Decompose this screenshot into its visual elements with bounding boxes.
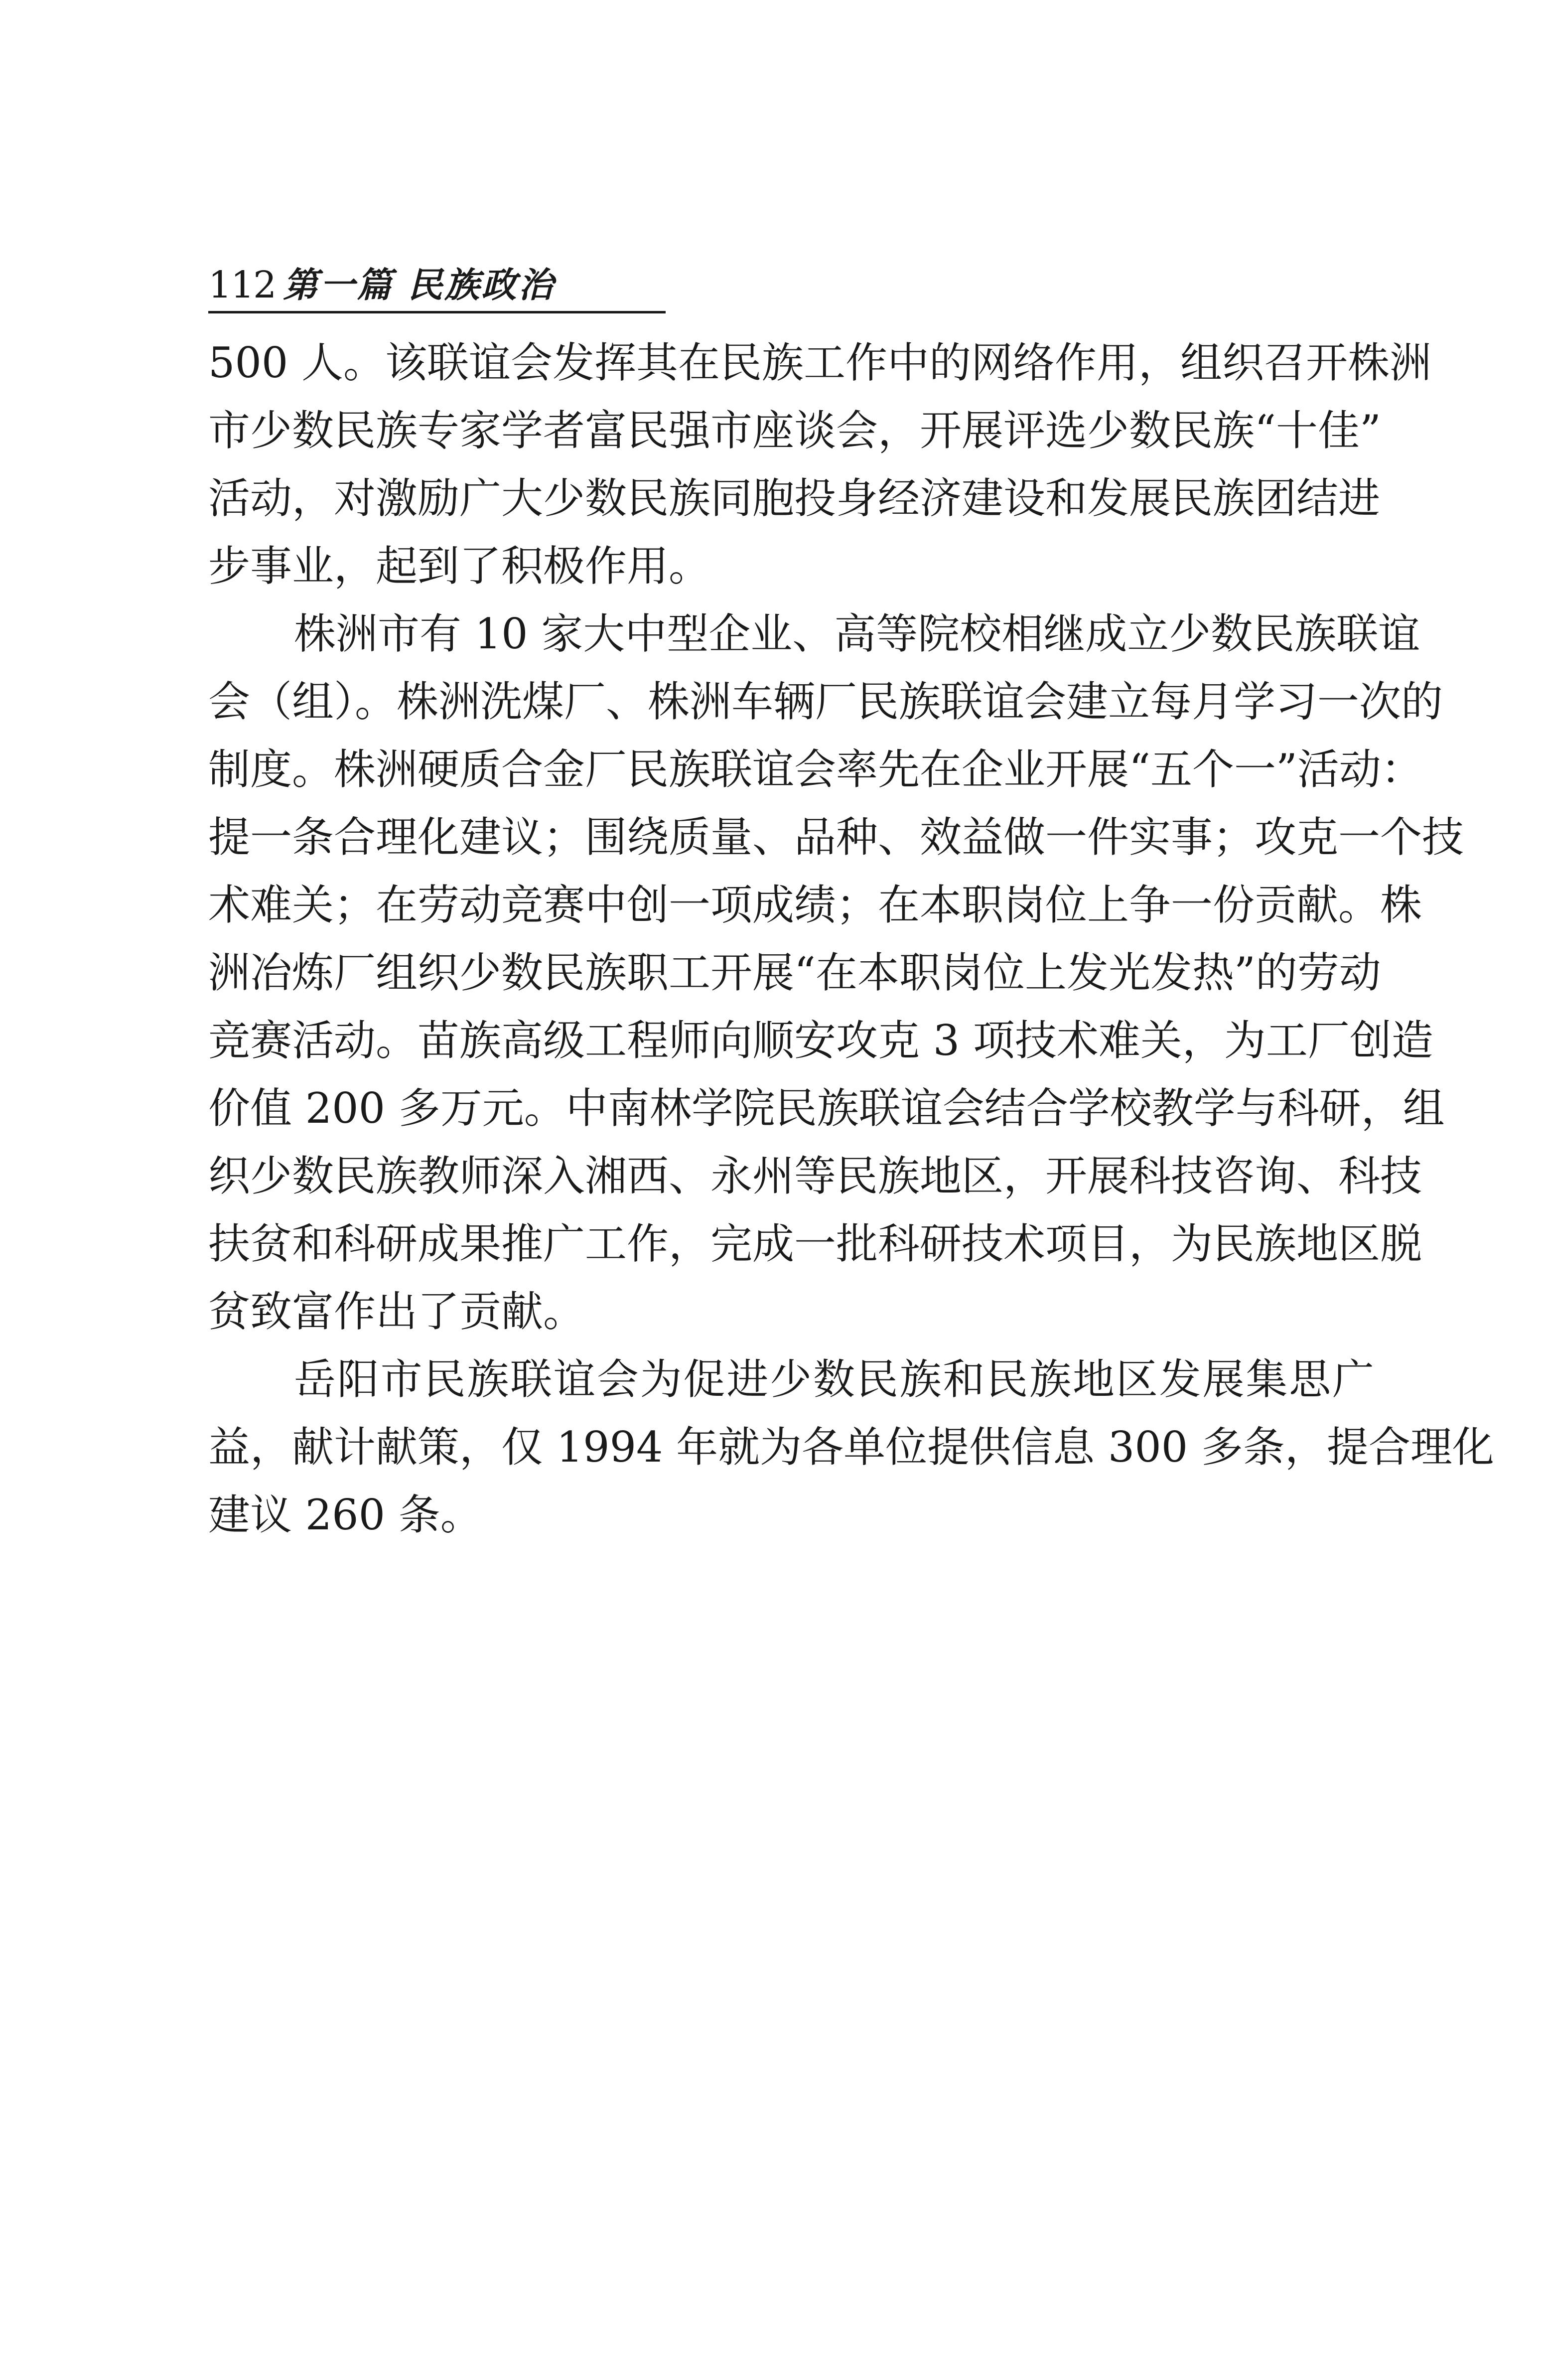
text-line: 会（组）。株洲洗煤厂、株洲车辆厂民族联谊会建立每月学习一次的 (208, 677, 1443, 726)
paragraph (208, 1345, 1494, 1549)
text-line: 织少数民族教师深入湘西、永州等民族地区，开展科技咨询、科技 (208, 1152, 1422, 1200)
text-line: 市少数民族专家学者富民强市座谈会，开展评选少数民族“十佳” (208, 406, 1381, 455)
text-line: 建议 260 条。 (208, 1490, 482, 1539)
text-line: 活动，对激励广大少数民族同胞投身经济建设和发展民族团结进 (208, 474, 1381, 523)
paragraph (208, 600, 1464, 1345)
text-line: 扶贫和科研成果推广工作，完成一批科研技术项目，为民族地区脱 (208, 1219, 1422, 1268)
text-line: 益，献计献策，仅 1994 年就为各单位提供信息 300 多条，提合理化 (208, 1423, 1494, 1472)
text-line: 500 人。该联谊会发挥其在民族工作中的网络作用，组织召开株洲 (208, 338, 1432, 387)
page-header (208, 261, 666, 313)
running-title: 第一篇 民族政治 (283, 264, 556, 305)
page-number: 112 (208, 264, 276, 306)
text-line: 贫致富作出了贡献。 (208, 1287, 585, 1336)
text-line: 提一条合理化建议；围绕质量、品种、效益做一件实事；攻克一个技 (208, 813, 1464, 862)
text-line: 岳阳市民族联谊会为促进少数民族和民族地区发展集思广 (294, 1355, 1374, 1404)
body-text (208, 329, 1494, 1549)
text-line: 价值 200 多万元。中南林学院民族联谊会结合学校教学与科研，组 (208, 1084, 1445, 1133)
text-line: 制度。株洲硬质合金厂民族联谊会率先在企业开展“五个一”活动： (208, 745, 1423, 794)
text-line: 术难关；在劳动竞赛中创一项成绩；在本职岗位上争一份贡献。株 (208, 881, 1422, 929)
text-line: 竞赛活动。苗族高级工程师向顺安攻克 3 项技术难关，为工厂创造 (208, 1016, 1433, 1065)
text-line: 步事业，起到了积极作用。 (208, 542, 711, 591)
text-line: 洲冶炼厂组织少数民族职工开展“在本职岗位上发光发热”的劳动 (208, 948, 1381, 997)
text-line: 株洲市有 10 家大中型企业、高等院校相继成立少数民族联谊 (294, 609, 1420, 658)
paragraph (208, 329, 1432, 600)
